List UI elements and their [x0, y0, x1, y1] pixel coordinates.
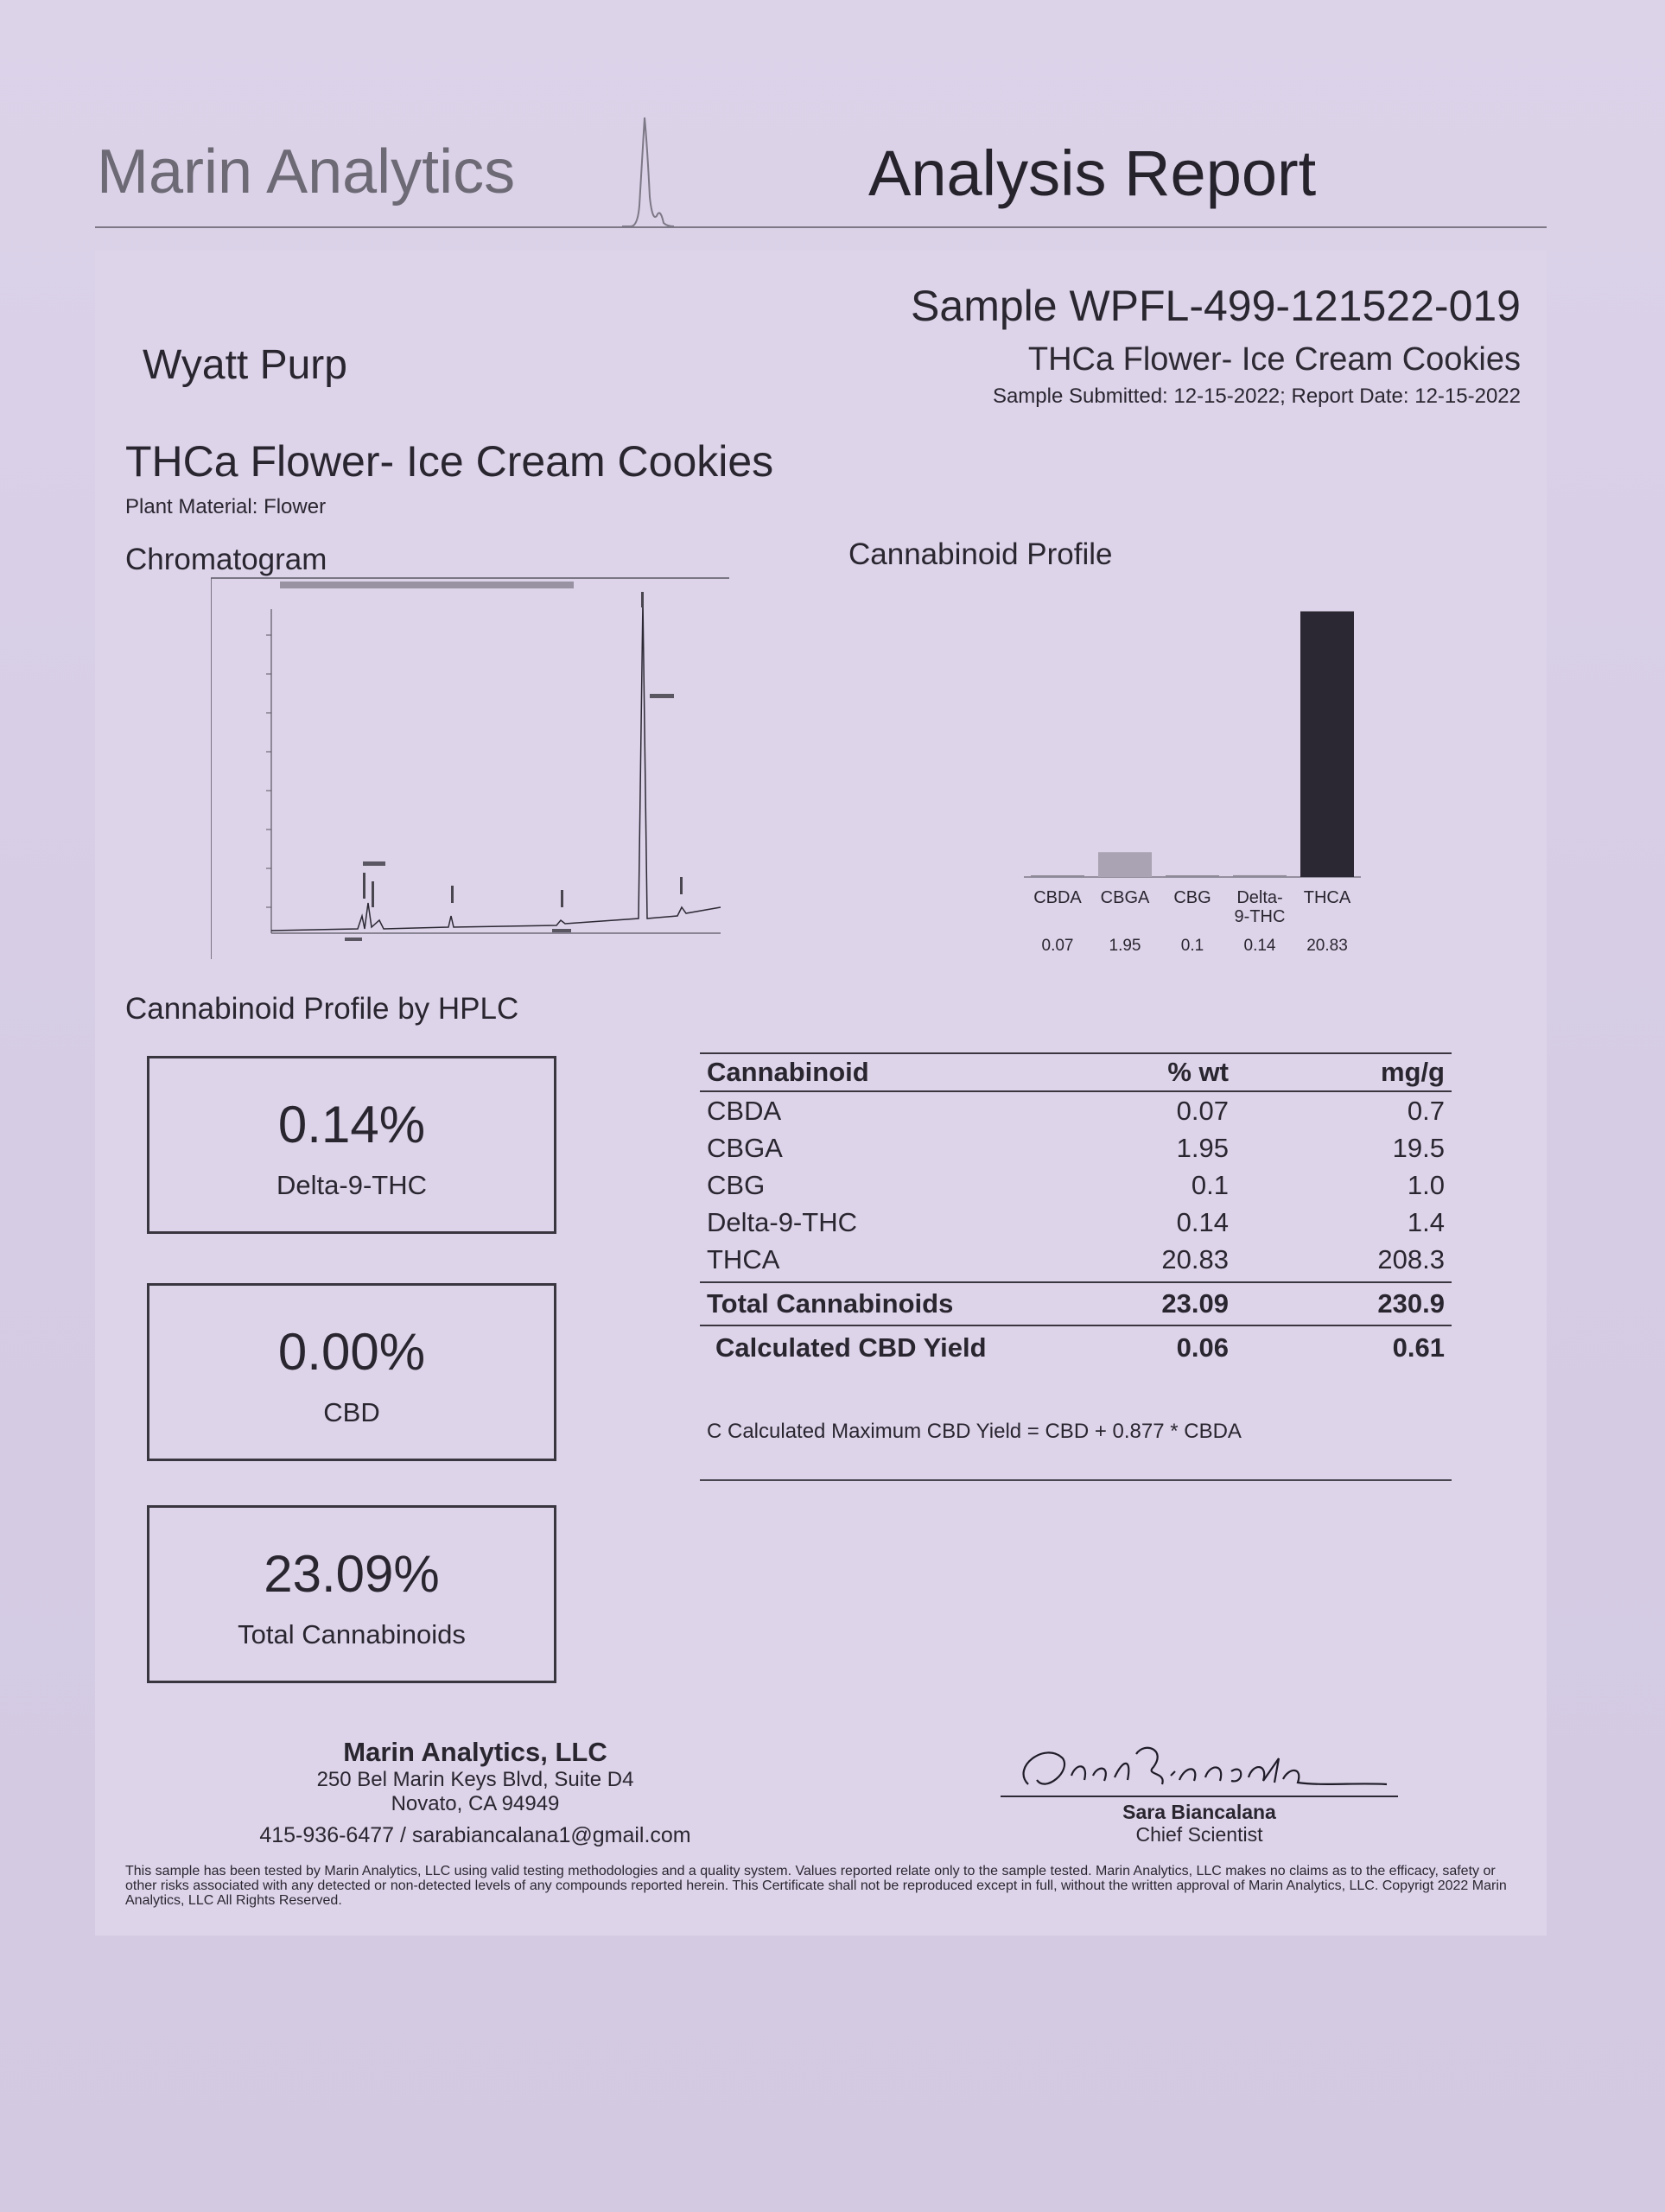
row-mg: 1.4 [1407, 1206, 1445, 1237]
disclaimer: This sample has been tested by Marin Analytics, LLC using valid testing methodologies and a quality system. Values reported relate only to the sample tested. Marin Analytics, LLC makes no claims as to the efficacy, safety or other risks associated with any detected or non-detected levels of any compounds reported herein. This Certificate shall not be reproduced except in full, without the written approval of Marin Analytics, LLC. Copyrigt 2022 Marin Analytics, LLC All Rights Reserved. [125, 1864, 1507, 1908]
category-label: THCA [1303, 888, 1351, 907]
table-row [700, 1092, 1452, 1129]
total-name: Total Cannabinoids [707, 1288, 954, 1319]
calc-name: Calculated CBD Yield [715, 1332, 987, 1363]
chromatogram-heading: Chromatogram [125, 543, 327, 576]
company-address-2: Novato, CA 94949 [391, 1792, 560, 1815]
category-label: 9-THC [1234, 907, 1286, 926]
summary-box-cbd [147, 1283, 556, 1461]
product-name-secondary: THCa Flower- Ice Cream Cookies [1027, 341, 1521, 378]
value-label: 1.95 [1109, 937, 1141, 955]
signature [994, 1732, 1400, 1802]
table-row [700, 1129, 1452, 1166]
total-pct: 23.09 [1161, 1288, 1229, 1319]
row-mg: 208.3 [1377, 1243, 1445, 1274]
category-label: CBG [1173, 888, 1211, 907]
signature-text: Sara Biancala [994, 1732, 1000, 1733]
table-header [700, 1052, 1452, 1092]
bar-delta-9-thc [1233, 875, 1287, 877]
table-total-row [700, 1281, 1452, 1326]
value-label: 20.83 [1306, 937, 1348, 955]
category-label: Delta- [1236, 888, 1283, 907]
table-row [700, 1204, 1452, 1241]
table-row [700, 1166, 1452, 1204]
sample-dates: Sample Submitted: 12-15-2022; Report Date: 12-15-2022 [992, 385, 1521, 408]
cbd-formula: C Calculated Maximum CBD Yield = CBD + 0.877 * CBDA [707, 1420, 1242, 1443]
row-pct: 0.1 [1191, 1169, 1229, 1200]
cannabinoid-bar-chart [1024, 601, 1369, 963]
chromatogram-image [211, 575, 729, 963]
summary-box-thc [147, 1056, 556, 1234]
calc-mg: 0.61 [1392, 1332, 1445, 1363]
peak-logo [605, 111, 709, 232]
summary-label: Delta-9-THC [276, 1170, 427, 1200]
header-rule [95, 226, 1547, 228]
summary-label: Total Cannabinoids [238, 1619, 466, 1649]
summary-value: 23.09% [264, 1545, 440, 1603]
table-row [700, 1241, 1452, 1278]
summary-label: CBD [323, 1397, 380, 1427]
header-cannabinoid: Cannabinoid [707, 1057, 869, 1087]
client-name: Wyatt Purp [143, 342, 347, 388]
value-label: 0.1 [1180, 937, 1204, 955]
company-contact: 415-936-6477 / sarabiancalana1@gmail.com [259, 1823, 691, 1847]
row-mg: 19.5 [1392, 1132, 1445, 1163]
header-mg: mg/g [1380, 1057, 1445, 1087]
hplc-heading: Cannabinoid Profile by HPLC [125, 992, 519, 1026]
calc-pct: 0.06 [1176, 1332, 1229, 1363]
signer-title: Chief Scientist [1135, 1823, 1263, 1846]
row-pct: 20.83 [1161, 1243, 1229, 1274]
company-name: Marin Analytics, LLC [343, 1737, 607, 1767]
header-pct: % wt [1167, 1057, 1229, 1087]
cannabinoid-table [700, 1052, 1452, 1370]
document-title: Analysis Report [868, 137, 1317, 209]
row-name: CBGA [707, 1132, 783, 1163]
table-calc-row [700, 1326, 1452, 1370]
row-pct: 0.07 [1176, 1095, 1229, 1126]
bar-thca [1300, 612, 1354, 877]
category-label: CBGA [1100, 888, 1150, 907]
signature-line [1001, 1796, 1398, 1797]
row-mg: 0.7 [1407, 1095, 1445, 1126]
category-label: CBDA [1033, 888, 1082, 907]
value-label: 0.14 [1243, 937, 1276, 955]
product-name: THCa Flower- Ice Cream Cookies [125, 437, 774, 486]
row-name: Delta-9-THC [707, 1206, 857, 1237]
summary-value: 0.14% [277, 1096, 426, 1154]
company-address-1: 250 Bel Marin Keys Blvd, Suite D4 [316, 1768, 634, 1791]
sample-id: Sample WPFL-499-121522-019 [911, 282, 1521, 330]
plant-material: Plant Material: Flower [125, 495, 327, 518]
row-name: CBDA [707, 1095, 782, 1126]
summary-value: 0.00% [277, 1323, 426, 1381]
summary-box-total [147, 1505, 556, 1683]
brand-name: Marin Analytics [97, 137, 516, 207]
profile-heading: Cannabinoid Profile [848, 537, 1113, 571]
bar-cbga [1098, 852, 1152, 877]
bar-cbda [1031, 875, 1084, 877]
row-pct: 0.14 [1176, 1206, 1229, 1237]
value-label: 0.07 [1041, 937, 1074, 955]
table-end-rule [700, 1479, 1452, 1481]
row-name: THCA [707, 1243, 780, 1274]
signer-name: Sara Biancalana [1122, 1801, 1276, 1823]
row-pct: 1.95 [1176, 1132, 1229, 1163]
row-mg: 1.0 [1407, 1169, 1445, 1200]
bar-cbg [1166, 875, 1219, 877]
total-mg: 230.9 [1377, 1288, 1445, 1319]
company-block [251, 1737, 700, 1816]
row-name: CBG [707, 1169, 766, 1200]
